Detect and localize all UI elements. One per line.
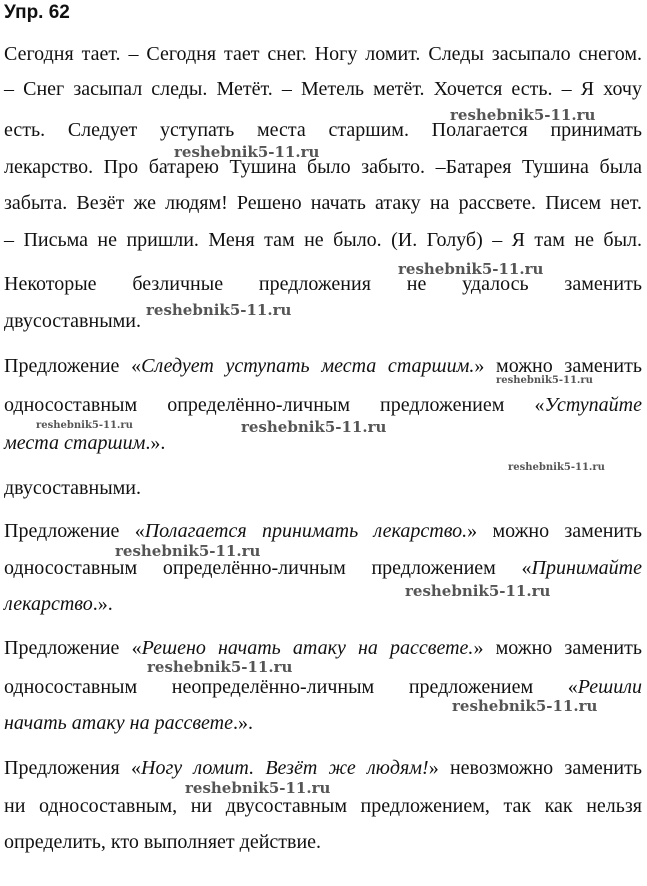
text-line: двусоставными. bbox=[4, 310, 141, 332]
watermark: reshebnik5-11.ru bbox=[450, 106, 596, 124]
example-sentence: Решили bbox=[577, 676, 642, 698]
text-line bbox=[4, 556, 642, 580]
watermark: reshebnik5-11.ru bbox=[185, 779, 331, 797]
text-line: определить, кто выполняет действие. bbox=[4, 831, 322, 853]
watermark: reshebnik5-11.ru bbox=[452, 697, 598, 715]
example-sentence: Уступайте bbox=[544, 394, 642, 416]
watermark: reshebnik5-11.ru bbox=[174, 143, 320, 161]
watermark: reshebnik5-11.ru bbox=[115, 542, 261, 560]
text-span: односоставным определённо-личным предложением « bbox=[4, 394, 545, 416]
text-span: .». bbox=[145, 432, 166, 454]
example-sentence: Следует уступать места старшим. bbox=[141, 355, 475, 377]
text-line: – Письма не пришли. Меня там не было. (И. Голуб) – Я там не был. bbox=[4, 229, 642, 251]
text-span: » можно заменить bbox=[473, 637, 642, 659]
text-span: » невозможно заменить bbox=[428, 757, 642, 779]
text-line: Сегодня тает. – Сегодня тает снег. Ногу ломит. Следы засыпало снегом. bbox=[4, 43, 642, 65]
text-span: .». bbox=[232, 712, 253, 734]
text-span: односоставным определённо-личным предложением « bbox=[4, 557, 532, 579]
example-sentence: места старшим bbox=[4, 432, 146, 454]
text-line: есть. Следует уступать места старшим. Полагается принимать bbox=[4, 119, 642, 141]
text-span: Предложение « bbox=[4, 355, 142, 377]
text-line: ни односоставным, ни двусоставным предложением, так как нельзя bbox=[4, 795, 642, 817]
text-span: .». bbox=[92, 593, 113, 615]
watermark: reshebnik5-11.ru bbox=[405, 582, 551, 600]
example-sentence: Принимайте bbox=[531, 557, 642, 579]
example-sentence: начать атаку на рассвете bbox=[4, 712, 233, 734]
exercise-title: Упр. 62 bbox=[4, 2, 70, 23]
watermark: reshebnik5-11.ru bbox=[147, 658, 293, 676]
example-sentence: Ногу ломит. Везёт же людям! bbox=[141, 757, 429, 779]
text-span: Предложения « bbox=[4, 757, 142, 779]
text-line: – Снег засыпал следы. Метёт. – Метель метёт. Хочется есть. – Я хочу bbox=[4, 78, 642, 100]
text-span: » можно заменить bbox=[467, 520, 642, 542]
text-line bbox=[4, 519, 642, 543]
watermark: reshebnik5-11.ru bbox=[36, 420, 133, 431]
text-span: односоставным неопределённо-личным предложением « bbox=[4, 676, 578, 698]
example-sentence: Полагается принимать лекарство. bbox=[144, 520, 468, 542]
watermark: reshebnik5-11.ru bbox=[496, 375, 593, 386]
watermark: reshebnik5-11.ru bbox=[241, 418, 387, 436]
text-line bbox=[4, 756, 642, 780]
text-span: Предложение « bbox=[4, 637, 142, 659]
example-sentence: Решено начать атаку на рассвете. bbox=[141, 637, 474, 659]
watermark: reshebnik5-11.ru bbox=[508, 462, 605, 473]
text-span: » можно заменить bbox=[474, 355, 642, 377]
text-line bbox=[4, 393, 642, 417]
text-line: двусоставными. bbox=[4, 477, 141, 499]
text-line: лекарство. Про батарею Тушина было забыто. –Батарея Тушина была bbox=[4, 156, 642, 178]
text-span: Предложение « bbox=[4, 520, 145, 542]
watermark: reshebnik5-11.ru bbox=[146, 301, 292, 319]
text-line bbox=[4, 636, 642, 660]
text-line bbox=[4, 675, 642, 699]
text-line: забыта. Везёт же людям! Решено начать атаку на рассвете. Писем нет. bbox=[4, 192, 642, 214]
watermark: reshebnik5-11.ru bbox=[398, 260, 544, 278]
text-line: Некоторые безличные предложения не удалось заменить bbox=[4, 273, 642, 295]
example-sentence: лекарство bbox=[4, 593, 93, 615]
